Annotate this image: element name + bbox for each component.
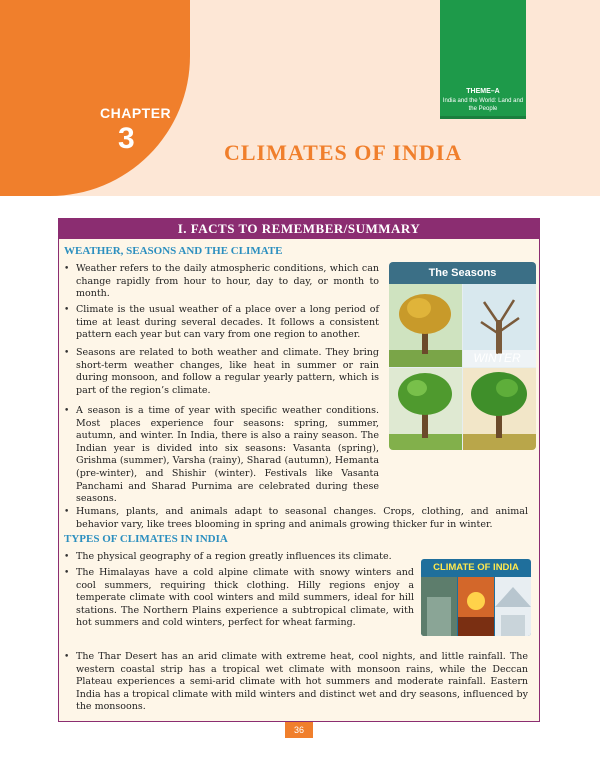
bullet-icon: • [64,652,70,662]
seasons-image-title: The Seasons [389,262,536,284]
theme-label: THEME–A [466,88,500,95]
list-item: • Climate is the usual weather of a place over a long period of time at least during several decades. It follows a consistent pattern each year but can vary from one region to another. [64,304,379,341]
list-item: • Humans, plants, and animals adapt to seasonal changes. Crops, clothing, and animal behavior vary, like trees blooming in spring and animals growing thicker fur in winter. [64,506,528,530]
bullet-icon: • [64,264,70,274]
section-heading-climate-types: TYPES OF CLIMATES IN INDIA [64,533,228,545]
theme-tab [440,0,526,119]
season-bullet-text: A season is a time of year with specific weather conditions. Most places experience four seasons: spring, summer, autumn, and winter. In India, there is also a rainy season. The Indian year is divided into six seasons: Vasanta (spring), Grishma (summer), Varsha (rainy), Sharad (autumn), Hemanta (pre-winter), and Shishir (winter). Festivals like Vasanta Panchami and Sharad Purnima are celebrated during these seasons. [76,405,379,505]
chapter-label: CHAPTER [100,105,172,121]
climate-illustration [421,559,531,636]
climate-photos-graphic [421,577,531,636]
bullet-icon: • [64,568,70,578]
chapter-header [0,0,600,196]
list-item: • Seasons are related to both weather and climate. They bring short-term weather changes, like heat in summer or rain during monsoon, and follow a regular yearly pattern, which is part of the region’s climate. [64,347,379,396]
list-item: • Weather refers to the daily atmospheric conditions, which can change rapidly from hour to hour, day to day, or month to month. [64,263,379,300]
list-item: • The physical geography of a region greatly influences its climate. [64,551,392,562]
summary-panel [58,218,540,722]
summary-banner: I. FACTS TO REMEMBER/SUMMARY [59,219,539,239]
bullet-icon: • [64,348,70,358]
list-item: • The Himalayas have a cold alpine climate with snowy winters and cool summers, requiring thick clothing. Hilly regions enjoy a temperate climate with cool winters and mild summers, ideal for hill stations. The Northern Plains experience a subtropical climate, with hot summers and cold winters, perfect for wheat farming. [64,567,414,629]
bullet-icon: • [64,507,70,517]
page-number: 36 [285,722,313,738]
bullet-icon: • [64,305,70,315]
bullet-icon: • [64,552,70,562]
list-item [64,405,528,506]
chapter-badge-shape [0,0,190,196]
chapter-number: 3 [118,122,135,155]
section-heading-weather: WEATHER, SEASONS AND THE CLIMATE [64,245,283,257]
list-item: • The Thar Desert has an arid climate with extreme heat, cool nights, and little rainfall. The western coastal strip has a tropical wet climate with monsoon rains, while the Deccan Plateau experiences a semi-arid climate with hot summers and moderate rainfall. Eastern India has a tropical climate with mild winters and distinct wet and dry seasons, influenced by the monsoons. [64,651,528,713]
winter-label: WINTER [473,351,521,365]
chapter-title: CLIMATES OF INDIA [224,140,463,165]
bullet-icon: • [64,406,70,416]
theme-subtitle: India and the World: Land and the People [442,98,524,112]
climate-image-title: CLIMATE OF INDIA [433,562,519,573]
